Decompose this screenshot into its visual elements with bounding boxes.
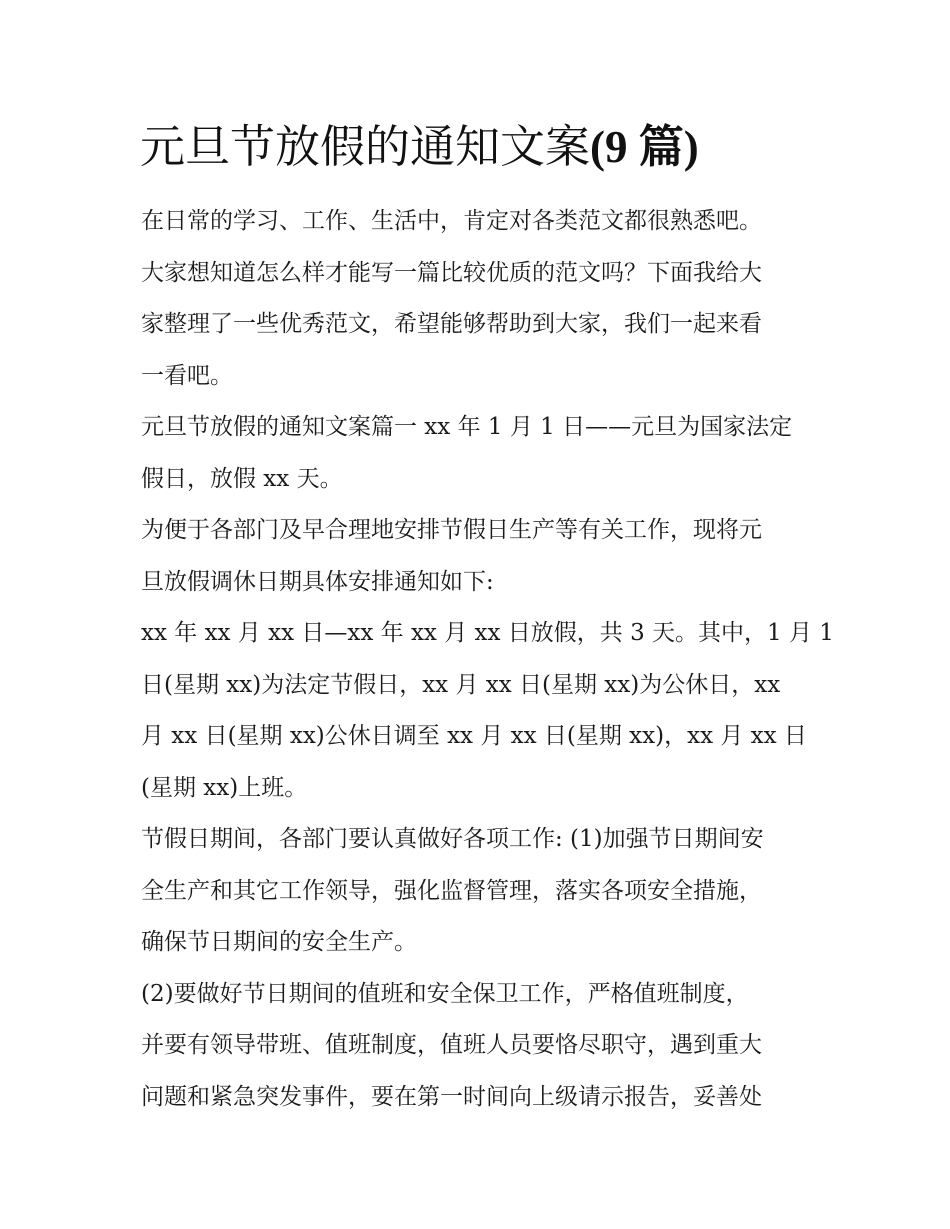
text-line: 家整理了一些优秀范文，希望能够帮助到大家，我们一起来看 bbox=[141, 311, 762, 337]
text-line: 全生产和其它工作领导，强化监督管理，落实各项安全措施， bbox=[141, 877, 762, 904]
text-line: 大家想知道怎么样才能写一篇比较优质的范文吗？下面我给大 bbox=[141, 259, 762, 286]
text-line: 月 xx 日(星期 xx)公休日调至 xx 月 xx 日(星期 xx)，xx 月 xx 日 bbox=[141, 723, 807, 749]
text-line: 为便于各部门及早合理地安排节假日生产等有关工作，现将元 bbox=[141, 517, 762, 543]
document-title bbox=[140, 116, 840, 178]
text-line: 问题和紧急突发事件，要在第一时间向上级请示报告，妥善处 bbox=[141, 1083, 762, 1110]
text-line: (星期 xx)上班。 bbox=[141, 774, 308, 801]
text-line: 日(星期 xx)为法定节假日，xx 月 xx 日(星期 xx)为公休日，xx bbox=[141, 671, 781, 698]
title-main: 元旦节放假的通知文案 bbox=[140, 120, 591, 173]
text-line: 并要有领导带班、值班制度，值班人员要恪尽职守，遇到重大 bbox=[141, 1032, 762, 1058]
text-line: xx 年 xx 月 xx 日—xx 年 xx 月 xx 日放假，共 3 天。其中，1 月 1 bbox=[141, 620, 834, 646]
text-line: 一看吧。 bbox=[141, 362, 233, 389]
document-body bbox=[141, 196, 834, 1123]
text-line: 在日常的学习、工作、生活中，肯定对各类范文都很熟悉吧。 bbox=[141, 208, 762, 234]
text-line: (2)要做好节日期间的值班和安全保卫工作，严格值班制度， bbox=[141, 980, 749, 1007]
text-line: 节假日期间，各部门要认真做好各项工作: (1)加强节日期间安 bbox=[141, 826, 764, 852]
text-line: 旦放假调休日期具体安排通知如下: bbox=[141, 568, 494, 595]
text-line: 元旦节放假的通知文案篇一 xx 年 1 月 1 日——元旦为国家法定 bbox=[141, 414, 793, 440]
title-suffix: (9 篇) bbox=[590, 122, 699, 172]
text-line: 确保节日期间的安全生产。 bbox=[141, 929, 417, 955]
text-line: 假日，放假 xx 天。 bbox=[141, 465, 343, 492]
